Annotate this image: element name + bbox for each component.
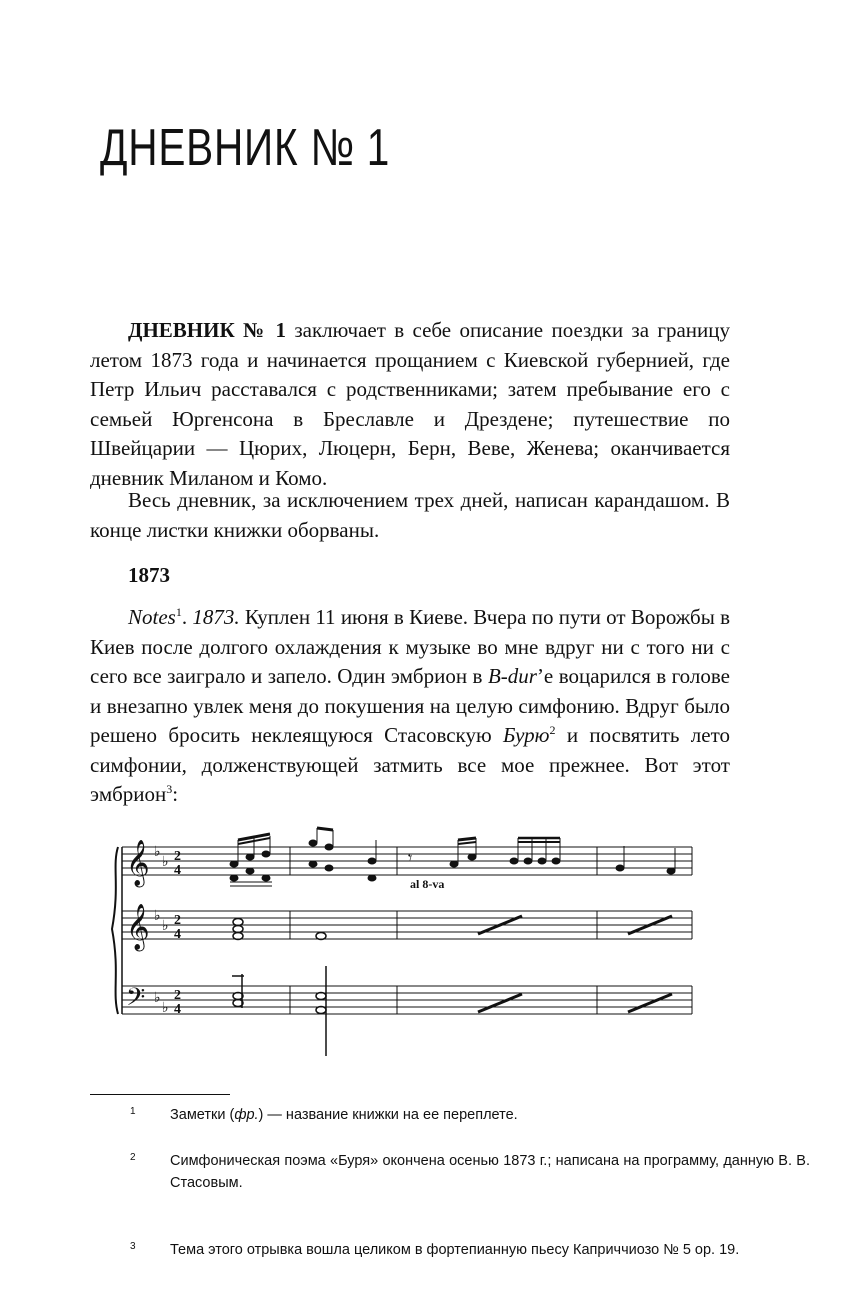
footnote-ref-3: 3 [166,782,173,796]
b-dur-term: B-dur [487,664,537,688]
notes-measure-1 [230,834,272,886]
footnote-1: 1 Заметки (фр.) — название книжки на ее переплете. [90,1104,810,1126]
notes-measure-4 [616,846,675,874]
entry-year-heading: 1873 [128,563,170,587]
key-flat-2b: ♭ [162,918,169,934]
svg-text:4: 4 [174,863,181,878]
footnote-1-number: 1 [130,1106,136,1117]
octave-marking: al 8-va [410,877,445,891]
time-sig-1: 2 [174,849,181,864]
entry-paragraph: Notes$^1$. 1873. Куплен 11 июня в Киеве. Вчера по пути от Ворожбы в Киев после долгого охлаждения к музыке во мне вдруг ни с того ни с сего все заиграло и запело. Один эмбрион в B-dur’е воцарился в голове и внезапно увлек меня до покушения на целую симфонию. Вдруг было решено бросить неклеящуюся Стасовскую Бурю$^2$ и посвятить лето симфонии, долженствующей затмить все мое прежнее. Вот этот эмбрион$^3$: [90,605,731,806]
key-flat-1a: ♭ [154,844,161,860]
footnote-ref-1: 1 [175,605,182,619]
chords-bass [232,966,672,1056]
burya-title: Бурю [503,723,550,747]
bass-clef: 𝄢 [126,983,146,1018]
chords-staff-2 [233,916,672,940]
svg-text:4: 4 [174,927,181,942]
time-sig-2: 2 [174,913,181,928]
intro-second-paragraph: Весь дневник, за исключением трех дней, написан карандашом. В конце листки книжки оборваны. [90,488,730,542]
entry-text-2: и посвятить лето симфонии, долженствующей затмить все мое прежнее. Вот этот эмбрион [90,723,730,806]
footnote-2-text: Симфоническая поэма «Буря» окончена осенью 1873 г.; написана на программу, данную В. В. Стасовым. [170,1153,810,1191]
footnote-rule [90,1094,230,1095]
system-brace [112,847,118,1014]
intro-bold-lead: ДНЕВНИК № 1 [128,318,287,342]
intro-text: заключает в себе описание поездки за границу летом 1873 года и начинается прощанием с Киевской губернией, где Петр Ильич расставался с родственниками; затем пребывание его с семьей Юргенсона в Бреславле и Дрездене; путешествие по Швейцарии — Цюрих, Люцерн, Берн, Веве, Женева; оканчивается дневник Миланом и Комо. [90,318,730,490]
page-title: ДНЕВНИК № 1 [100,119,391,177]
staff-treble-1 [122,847,692,875]
footnote-3-number: 3 [130,1241,136,1252]
bar-lines [290,847,692,1014]
notes-measure-3 [408,838,560,867]
footnote-2-number: 2 [130,1152,136,1163]
time-sig-3: 2 [174,988,181,1003]
notes-word: Notes [128,605,176,629]
entry-text-3: : [172,782,179,806]
treble-clef-1: 𝄞 [126,840,150,886]
key-flat-1b: ♭ [162,854,169,870]
footnote-3-text: Тема этого отрывка вошла целиком в фортепианную пьесу Каприччиозо № 5 ор. 19. [170,1242,740,1258]
notes-year: 1873. [192,605,240,629]
footnote-3 [90,1239,810,1261]
key-flat-2a: ♭ [154,908,161,924]
footnote-ref-2: 2 [549,723,556,737]
intro-paragraph [90,316,730,493]
music-score [110,826,710,1056]
footnote-2 [90,1150,810,1194]
key-flat-3a: ♭ [154,990,161,1006]
entry-text-1: Куплен 11 июня в Киеве. Вчера по пути от Ворожбы в Киев после долгого охлаждения к музыке во мне вдруг ни с того ни с сего все заиграло и запело. Один эмбрион в [90,605,731,688]
staff-treble-2 [122,911,692,939]
svg-text:4: 4 [174,1002,181,1017]
treble-clef-2: 𝄞 [126,904,150,950]
svg-text:𝄾: 𝄾 [408,848,413,867]
staff-bass [122,986,692,1014]
entry-text-1b: ’е воцарился в голове и внезапно увлек меня до покушения на целую симфонию. Вдруг было решено бросить неклеящуюся Стасовскую [90,664,730,747]
key-flat-3b: ♭ [162,1000,169,1016]
